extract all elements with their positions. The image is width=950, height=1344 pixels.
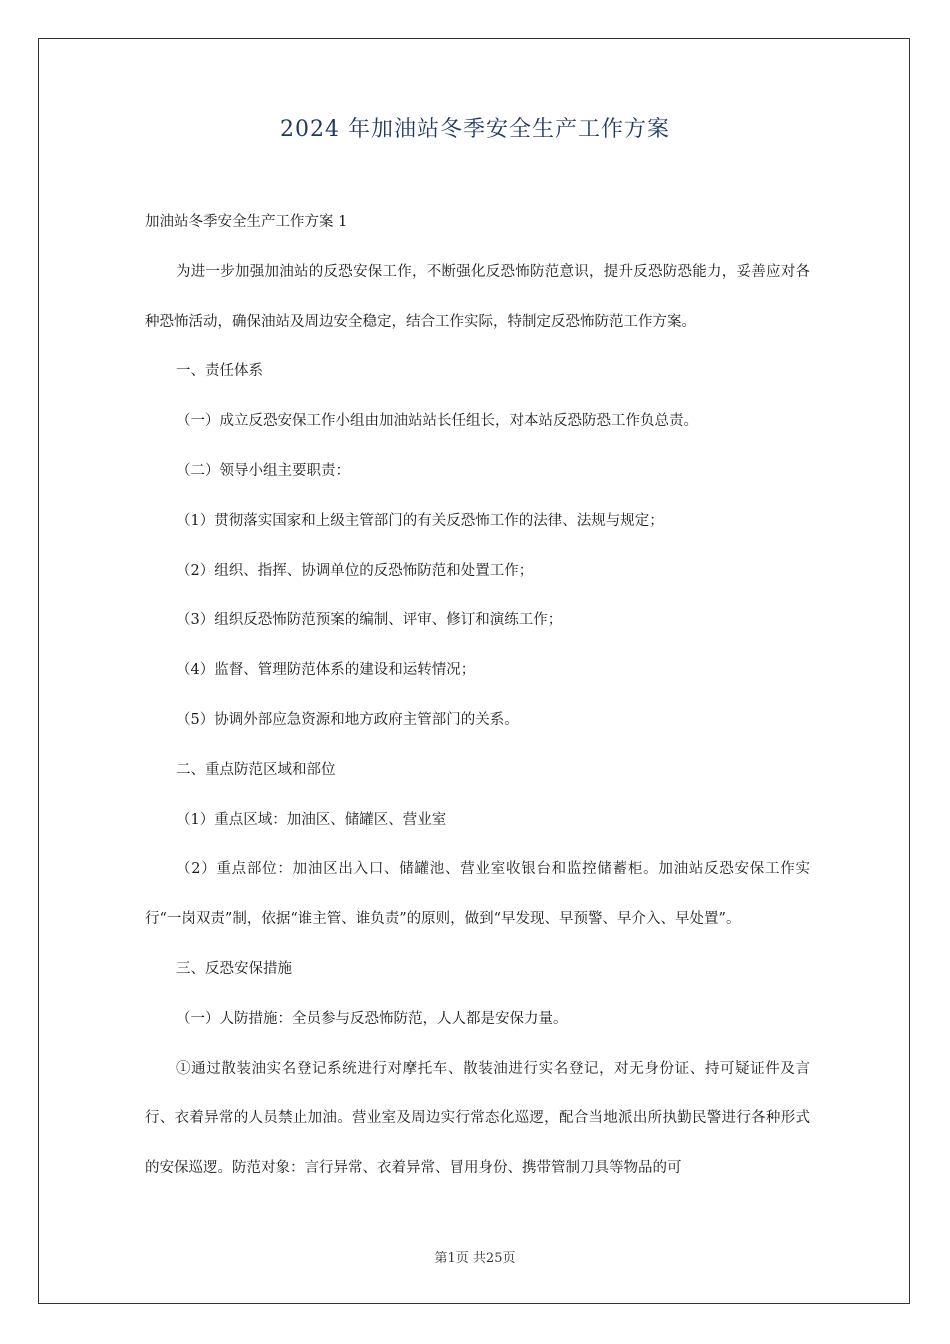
- list-item: （3）组织反恐怖防范预案的编制、评审、修订和演练工作；: [176, 612, 563, 629]
- document-body: [145, 198, 810, 1194]
- list-item: （4）监督、管理防范体系的建设和运转情况；: [176, 662, 476, 679]
- list-item: （1）贯彻落实国家和上级主管部门的有关反恐怖工作的法律、法规与规定；: [176, 512, 664, 529]
- section-heading-3: 三、反恐安保措施: [176, 960, 292, 977]
- page-footer: 第1页 共25页: [434, 1251, 516, 1266]
- list-item: （5）协调外部应急资源和地方政府主管部门的关系。: [176, 711, 519, 728]
- list-item: （2）重点部位：加油区出入口、储罐池、营业室收银台和监控储蓄柜。加油站反恐安保工作实行“一岗双责”制，依据“谁主管、谁负责”的原则，做到“早发现、早预警、早介入、早处置”。: [145, 861, 810, 928]
- paragraph: ①通过散装油实名登记系统进行对摩托车、散装油进行实名登记，对无身份证、持可疑证件及言行、衣着异常的人员禁止加油。营业室及周边实行常态化巡逻，配合当地派出所执勤民警进行各种形式的安保巡逻。防范对象：言行异常、衣着异常、冒用身份、携带管制刀具等物品的可: [145, 1060, 810, 1177]
- paragraph: （一）人防措施：全员参与反恐怖防范，人人都是安保力量。: [176, 1010, 568, 1027]
- paragraph: （一）成立反恐安保工作小组由加油站站长任组长，对本站反恐防恐工作负总责。: [176, 413, 698, 430]
- list-item: （2）组织、指挥、协调单位的反恐怖防范和处置工作；: [176, 562, 534, 579]
- paragraph-intro: 为进一步加强加油站的反恐安保工作，不断强化反恐怖防范意识，提升反恐防恐能力，妥善应对各种恐怖活动，确保油站及周边安全稳定，结合工作实际，特制定反恐怖防范工作方案。: [145, 263, 810, 330]
- section-heading-2: 二、重点防范区域和部位: [176, 761, 336, 778]
- paragraph: （二）领导小组主要职责：: [176, 462, 350, 479]
- paragraph-subtitle: 加油站冬季安全生产工作方案 1: [145, 214, 348, 230]
- section-heading-1: 一、责任体系: [176, 363, 263, 380]
- document-title: 2024 年加油站冬季安全生产工作方案: [280, 117, 670, 142]
- list-item: （1）重点区域：加油区、储罐区、营业室: [176, 811, 447, 828]
